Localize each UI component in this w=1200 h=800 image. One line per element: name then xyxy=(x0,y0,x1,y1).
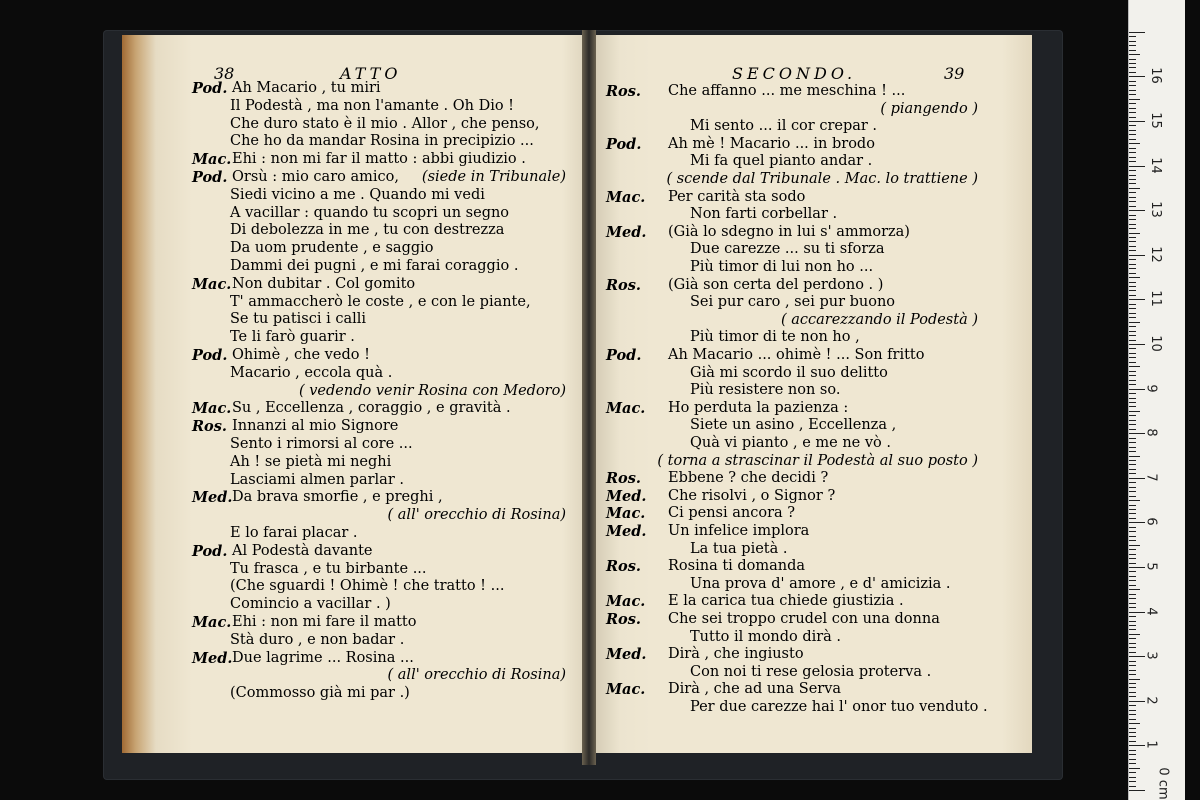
ruler-tick xyxy=(1129,616,1136,617)
ruler-number: 15 xyxy=(1147,112,1163,129)
verse-line: Innanzi al mio Signore xyxy=(232,418,399,435)
ruler-tick xyxy=(1129,201,1136,202)
ruler-tick xyxy=(1129,710,1136,711)
ruler-tick xyxy=(1129,790,1145,791)
ruler-tick xyxy=(1129,585,1136,586)
stage-direction: ( torna a strascinar il Podestà al suo posto ) xyxy=(657,452,978,469)
ruler-tick xyxy=(1129,219,1136,220)
ruler-tick xyxy=(1129,420,1136,421)
ruler-tick xyxy=(1129,781,1136,782)
ruler-tick xyxy=(1129,36,1136,37)
ruler-tick xyxy=(1129,94,1136,95)
speaker-label: Pod. xyxy=(192,542,228,560)
verse-line: Per due carezze hai l' onor tuo venduto . xyxy=(690,699,988,715)
verse-line: Ci pensi ancora ? xyxy=(668,505,796,522)
speaker-label: Ros. xyxy=(606,470,641,488)
ruler-tick xyxy=(1129,175,1136,176)
ruler-tick xyxy=(1129,357,1136,358)
ruler-tick xyxy=(1129,594,1136,595)
ruler-number: 10 xyxy=(1147,335,1163,352)
ruler-tick xyxy=(1129,353,1136,354)
ruler-tick xyxy=(1129,32,1145,33)
ruler-tick xyxy=(1129,326,1136,327)
ruler-number: 9 xyxy=(1143,383,1159,393)
ruler-number: 4 xyxy=(1143,606,1159,616)
ruler-tick xyxy=(1129,81,1136,82)
ruler-tick xyxy=(1129,629,1136,630)
verse-line: (Già son certa del perdono . ) xyxy=(668,276,884,293)
right-page-number: 39 xyxy=(944,64,965,83)
ruler-tick xyxy=(1129,772,1136,773)
ruler-tick xyxy=(1129,625,1136,626)
ruler-tick xyxy=(1129,491,1136,492)
stage-direction: ( vedendo venir Rosina con Medoro) xyxy=(298,382,566,399)
speaker-label: Pod. xyxy=(192,80,228,97)
ruler-tick xyxy=(1129,531,1136,532)
speaker-label: Mac. xyxy=(606,505,646,523)
measurement-ruler xyxy=(1128,0,1185,800)
verse-line: Con noi ti rese gelosia proterva . xyxy=(690,663,932,680)
ruler-tick xyxy=(1129,714,1136,715)
ruler-tick xyxy=(1129,451,1136,452)
ruler-number: 14 xyxy=(1147,156,1163,174)
ruler-tick xyxy=(1129,371,1136,372)
ruler-tick xyxy=(1129,121,1145,122)
ruler-tick xyxy=(1129,384,1136,385)
ruler-tick xyxy=(1129,170,1136,171)
ruler-tick xyxy=(1129,674,1136,675)
speaker-label: Med. xyxy=(606,523,647,540)
verse-line: Su , Eccellenza , coraggio , e gravità . xyxy=(232,400,511,417)
ruler-tick xyxy=(1129,558,1136,559)
speaker-label: Mac. xyxy=(606,188,646,206)
speaker-label: Pod. xyxy=(606,347,642,364)
ruler-tick xyxy=(1129,723,1140,724)
ruler-tick xyxy=(1129,563,1136,564)
ruler-tick xyxy=(1129,393,1136,394)
verse-line: Mi sento ... il cor crepar . xyxy=(690,118,878,135)
verse-line: Tu frasca , e tu birbante ... xyxy=(230,560,427,577)
ruler-tick xyxy=(1129,143,1140,144)
verse-line: Che sei troppo crudel con una donna xyxy=(668,611,940,627)
ruler-tick xyxy=(1129,473,1136,474)
ruler-tick xyxy=(1129,183,1136,184)
verse-line: Comincio a vacillar . ) xyxy=(230,596,391,613)
ruler-tick xyxy=(1129,366,1140,367)
ruler-tick xyxy=(1129,612,1145,613)
verse-line: Orsù : mio caro amico, xyxy=(232,169,399,185)
verse-line: Rosina ti domanda xyxy=(668,558,806,575)
verse-line: (Già lo sdegno in lui s' ammorza) xyxy=(668,223,910,240)
left-page-number: 38 xyxy=(214,64,235,83)
ruler-tick xyxy=(1129,179,1136,180)
ruler-tick xyxy=(1129,741,1136,742)
verse-line: Siete un asino , Eccellenza , xyxy=(690,417,897,434)
ruler-tick xyxy=(1129,67,1136,68)
ruler-tick xyxy=(1129,197,1136,198)
speaker-label: Mac. xyxy=(192,151,232,169)
ruler-tick xyxy=(1129,103,1136,104)
ruler-tick xyxy=(1129,268,1136,269)
verse-line: Già mi scordo il suo delitto xyxy=(690,364,888,381)
ruler-tick xyxy=(1129,375,1136,376)
verse-line: Da brava smorfie , e preghi , xyxy=(232,489,443,506)
verse-line: Che risolvi , o Signor ? xyxy=(668,487,836,504)
verse-line: Macario , eccola quà . xyxy=(230,364,393,381)
ruler-tick xyxy=(1129,290,1136,291)
verse-line: Ehi : non mi far il matto : abbi giudizio . xyxy=(232,151,526,168)
verse-line: Che ho da mandar Rosina in precipizio ... xyxy=(230,133,534,150)
ruler-tick xyxy=(1129,460,1136,461)
ruler-tick xyxy=(1129,59,1136,60)
ruler-number: 6 xyxy=(1143,517,1159,527)
ruler-tick xyxy=(1129,469,1136,470)
ruler-number: 2 xyxy=(1143,696,1159,705)
ruler-tick xyxy=(1129,344,1145,345)
ruler-tick xyxy=(1129,545,1140,546)
verse-line: Più timor di te non ho , xyxy=(690,329,860,346)
ruler-tick xyxy=(1129,398,1136,399)
ruler-tick xyxy=(1129,438,1136,439)
ruler-tick xyxy=(1129,282,1136,283)
verse-line: Due lagrime ... Rosina ... xyxy=(232,649,414,666)
ruler-tick xyxy=(1129,161,1136,162)
ruler-tick xyxy=(1129,580,1136,581)
right-running-header: SECONDO. xyxy=(732,64,857,83)
speaker-label: Ros. xyxy=(606,83,641,100)
verse-line: A vacillar : quando tu scopri un segno xyxy=(230,204,510,221)
ruler-tick xyxy=(1129,696,1136,697)
verse-line: E la carica tua chiede giustizia . xyxy=(668,593,904,610)
ruler-tick xyxy=(1129,192,1136,193)
ruler-tick xyxy=(1129,424,1136,425)
ruler-tick xyxy=(1129,482,1136,483)
ruler-tick xyxy=(1129,679,1140,680)
verse-line: Ebbene ? che decidi ? xyxy=(668,470,829,487)
ruler-tick xyxy=(1129,692,1136,693)
verse-line: Che duro stato è il mio . Allor , che penso, xyxy=(230,115,540,132)
ruler-tick xyxy=(1129,643,1136,644)
verse-line: Dammi dei pugni , e mi farai coraggio . xyxy=(230,258,519,274)
ruler-tick xyxy=(1129,389,1145,390)
ruler-tick xyxy=(1129,304,1136,305)
speaker-label: Mac. xyxy=(192,275,232,293)
ruler-tick xyxy=(1129,527,1136,528)
ruler-tick xyxy=(1129,701,1145,702)
ruler-tick xyxy=(1129,442,1136,443)
ruler-tick xyxy=(1129,277,1140,278)
verse-line: Per carità sta sodo xyxy=(668,188,806,205)
ruler-tick xyxy=(1129,85,1136,86)
verse-line: La tua pietà . xyxy=(690,540,788,557)
verse-line: Ah ! se pietà mi neghi xyxy=(230,453,392,470)
verse-line: Mi fa quel pianto andar . xyxy=(690,153,873,170)
ruler-tick xyxy=(1129,647,1136,648)
ruler-tick xyxy=(1129,759,1136,760)
ruler-tick xyxy=(1129,90,1136,91)
ruler-number: 7 xyxy=(1143,473,1159,482)
ruler-tick xyxy=(1129,210,1145,211)
ruler-tick xyxy=(1129,322,1140,323)
verse-line: E lo farai placar . xyxy=(230,525,358,541)
ruler-tick xyxy=(1129,99,1140,100)
ruler-tick xyxy=(1129,549,1136,550)
ruler-tick xyxy=(1129,224,1136,225)
ruler-tick xyxy=(1129,505,1136,506)
ruler-tick xyxy=(1129,652,1136,653)
speaker-label: Ros. xyxy=(192,418,227,436)
ruler-tick xyxy=(1129,313,1136,314)
ruler-tick xyxy=(1129,295,1136,296)
ruler-tick xyxy=(1129,433,1145,434)
verse-line: Una prova d' amore , e d' amicizia . xyxy=(690,575,951,592)
verse-line: (Commosso già mi par .) xyxy=(230,685,410,702)
verse-line: Sento i rimorsi al core ... xyxy=(230,436,413,452)
verse-line: T' ammaccherò le coste , e con le piante, xyxy=(230,293,531,310)
ruler-tick xyxy=(1129,317,1136,318)
ruler-tick xyxy=(1129,415,1136,416)
ruler-tick xyxy=(1129,237,1136,238)
stage-direction: ( all' orecchio di Rosina) xyxy=(387,667,566,684)
ruler-tick xyxy=(1129,380,1136,381)
stage-direction: ( scende dal Tribunale . Mac. lo trattiene ) xyxy=(666,171,978,187)
ruler-tick xyxy=(1129,478,1145,479)
verse-line: Due carezze ... su ti sforza xyxy=(690,241,885,258)
ruler-tick xyxy=(1129,513,1136,514)
verse-line: Più resistere non so. xyxy=(690,382,841,399)
ruler-tick xyxy=(1129,750,1136,751)
ruler-tick xyxy=(1129,134,1136,135)
ruler-tick xyxy=(1129,487,1136,488)
verse-line: Sei pur caro , sei pur buono xyxy=(690,294,896,311)
verse-line: Tutto il mondo dirà . xyxy=(690,628,842,645)
verse-line: Ehi : non mi fare il matto xyxy=(232,614,417,630)
speaker-label: Ros. xyxy=(606,558,641,576)
ruler-tick xyxy=(1129,250,1136,251)
ruler-tick xyxy=(1129,786,1136,787)
ruler-tick xyxy=(1129,576,1136,577)
speaker-label: Med. xyxy=(606,223,647,241)
ruler-tick xyxy=(1129,621,1136,622)
ruler-tick xyxy=(1129,340,1136,341)
ruler-tick xyxy=(1129,571,1136,572)
speaker-label: Mac. xyxy=(606,593,646,611)
ruler-tick xyxy=(1129,335,1136,336)
ruler-tick xyxy=(1129,518,1136,519)
verse-line: (Che sguardi ! Ohimè ! che tratto ! ... xyxy=(230,578,505,595)
ruler-tick xyxy=(1129,112,1136,113)
speaker-label: Mac. xyxy=(606,399,646,417)
verse-line: Non dubitar . Col gomito xyxy=(232,275,416,292)
ruler-tick xyxy=(1129,76,1145,77)
ruler-tick xyxy=(1129,406,1136,407)
ruler-tick xyxy=(1129,728,1136,729)
ruler-tick xyxy=(1129,687,1136,688)
ruler-number: 16 xyxy=(1147,67,1163,85)
ruler-tick xyxy=(1129,308,1136,309)
ruler-tick xyxy=(1129,670,1136,671)
ruler-tick xyxy=(1129,522,1145,523)
verse-line: Più timor di lui non ho ... xyxy=(690,259,874,275)
ruler-tick xyxy=(1129,255,1145,256)
ruler-tick xyxy=(1129,638,1136,639)
ruler-tick xyxy=(1129,536,1136,537)
ruler-tick xyxy=(1129,246,1136,247)
speaker-label: Med. xyxy=(192,649,233,667)
ruler-number: 13 xyxy=(1147,201,1163,218)
ruler-tick xyxy=(1129,754,1136,755)
verse-line: Un infelice implora xyxy=(668,523,810,539)
verse-line: Di debolezza in me , tu con destrezza xyxy=(230,222,505,239)
ruler-tick xyxy=(1129,148,1136,149)
left-running-header: ATTO xyxy=(340,64,402,83)
verse-line: Ohimè , che vedo ! xyxy=(232,347,370,363)
speaker-label: Med. xyxy=(192,489,233,507)
ruler-tick xyxy=(1129,656,1145,657)
ruler-tick xyxy=(1129,157,1136,158)
ruler-number: 11 xyxy=(1147,290,1163,308)
verse-line: Siedi vicino a me . Quando mi vedi xyxy=(230,186,485,203)
ruler-tick xyxy=(1129,139,1136,140)
verse-line: Se tu patisci i calli xyxy=(230,311,367,328)
ruler-number: 5 xyxy=(1143,562,1159,571)
ruler-tick xyxy=(1129,705,1136,706)
ruler-tick xyxy=(1129,777,1136,778)
ruler-tick xyxy=(1129,264,1136,265)
ruler-tick xyxy=(1129,598,1136,599)
ruler-tick xyxy=(1129,509,1136,510)
ruler-tick xyxy=(1129,634,1140,635)
ruler-unit-label: 0 cm xyxy=(1155,767,1171,800)
ruler-number: 12 xyxy=(1147,246,1163,263)
ruler-tick xyxy=(1129,299,1145,300)
ruler-tick xyxy=(1129,554,1136,555)
ruler-tick xyxy=(1129,63,1136,64)
ruler-tick xyxy=(1129,496,1136,497)
ruler-tick xyxy=(1129,152,1136,153)
ruler-tick xyxy=(1129,745,1145,746)
ruler-tick xyxy=(1129,54,1140,55)
speaker-label: Pod. xyxy=(192,169,228,186)
verse-line: Non farti corbellar . xyxy=(690,206,838,223)
ruler-number: 8 xyxy=(1143,428,1159,437)
verse-line: Ah Macario ... ohimè ! ... Son fritto xyxy=(668,347,925,363)
ruler-tick xyxy=(1129,362,1136,363)
stage-direction: ( accarezzando il Podestà ) xyxy=(780,311,978,328)
verse-line: Ho perduta la pazienza : xyxy=(668,399,849,416)
ruler-tick xyxy=(1129,567,1145,568)
ruler-tick xyxy=(1129,41,1136,42)
verse-line: Che affanno ... me meschina ! ... xyxy=(668,83,906,99)
ruler-tick xyxy=(1129,228,1136,229)
ruler-tick xyxy=(1129,429,1136,430)
verse-line: Al Podestà davante xyxy=(232,542,373,559)
ruler-tick xyxy=(1129,661,1136,662)
ruler-number: 1 xyxy=(1143,740,1159,750)
ruler-tick xyxy=(1129,108,1136,109)
ruler-tick xyxy=(1129,603,1136,604)
book-gutter xyxy=(582,30,596,765)
verse-line: Dirà , che ad una Serva xyxy=(668,681,842,698)
verse-line: Lasciami almen parlar . xyxy=(230,471,404,488)
ruler-tick xyxy=(1129,683,1136,684)
verse-line: Dirà , che ingiusto xyxy=(668,646,804,663)
ruler-tick xyxy=(1129,589,1140,590)
ruler-tick xyxy=(1129,233,1140,234)
ruler-tick xyxy=(1129,732,1136,733)
ruler-tick xyxy=(1129,464,1136,465)
ruler-tick xyxy=(1129,763,1136,764)
ruler-tick xyxy=(1129,665,1136,666)
ruler-tick xyxy=(1129,402,1136,403)
ruler-tick xyxy=(1129,286,1136,287)
ruler-tick xyxy=(1129,719,1136,720)
ruler-tick xyxy=(1129,411,1140,412)
stage-direction: (siede in Tribunale) xyxy=(421,169,566,185)
ruler-tick xyxy=(1129,331,1136,332)
speaker-label: Med. xyxy=(606,487,647,505)
ruler-tick xyxy=(1129,117,1136,118)
verse-line: Stà duro , e non badar . xyxy=(230,631,405,648)
ruler-tick xyxy=(1129,215,1136,216)
speaker-label: Ros. xyxy=(606,276,641,294)
speaker-label: Pod. xyxy=(606,135,642,153)
stage-direction: ( all' orecchio di Rosina) xyxy=(387,507,566,524)
ruler-tick xyxy=(1129,768,1140,769)
ruler-tick xyxy=(1129,125,1136,126)
ruler-tick xyxy=(1129,273,1136,274)
ruler-tick xyxy=(1129,241,1136,242)
verse-line: Quà vi pianto , e me ne vò . xyxy=(690,435,892,451)
ruler-tick xyxy=(1129,348,1136,349)
ruler-tick xyxy=(1129,188,1140,189)
ruler-tick xyxy=(1129,500,1140,501)
speaker-label: Mac. xyxy=(192,400,232,418)
ruler-tick xyxy=(1129,607,1136,608)
ruler-tick xyxy=(1129,540,1136,541)
ruler-tick xyxy=(1129,259,1136,260)
ruler-tick xyxy=(1129,45,1136,46)
ruler-tick xyxy=(1129,736,1136,737)
ruler-tick xyxy=(1129,456,1140,457)
stage-direction: ( piangendo ) xyxy=(880,100,978,117)
ruler-tick xyxy=(1129,130,1136,131)
verse-line: Ah mè ! Macario ... in brodo xyxy=(668,135,875,152)
speaker-label: Mac. xyxy=(606,681,646,699)
ruler-tick xyxy=(1129,166,1145,167)
ruler-tick xyxy=(1129,72,1136,73)
speaker-label: Mac. xyxy=(192,614,232,631)
verse-line: Te li farò guarir . xyxy=(230,329,355,346)
verse-line: Ah Macario , tu miri xyxy=(232,80,381,96)
speaker-label: Ros. xyxy=(606,611,641,628)
verse-line: Da uom prudente , e saggio xyxy=(230,240,434,257)
ruler-tick xyxy=(1129,50,1136,51)
ruler-number: 3 xyxy=(1143,651,1159,660)
speaker-label: Med. xyxy=(606,646,647,664)
speaker-label: Pod. xyxy=(192,347,228,364)
verse-line: Il Podestà , ma non l'amante . Oh Dio ! xyxy=(230,97,514,114)
ruler-tick xyxy=(1129,206,1136,207)
ruler-tick xyxy=(1129,447,1136,448)
